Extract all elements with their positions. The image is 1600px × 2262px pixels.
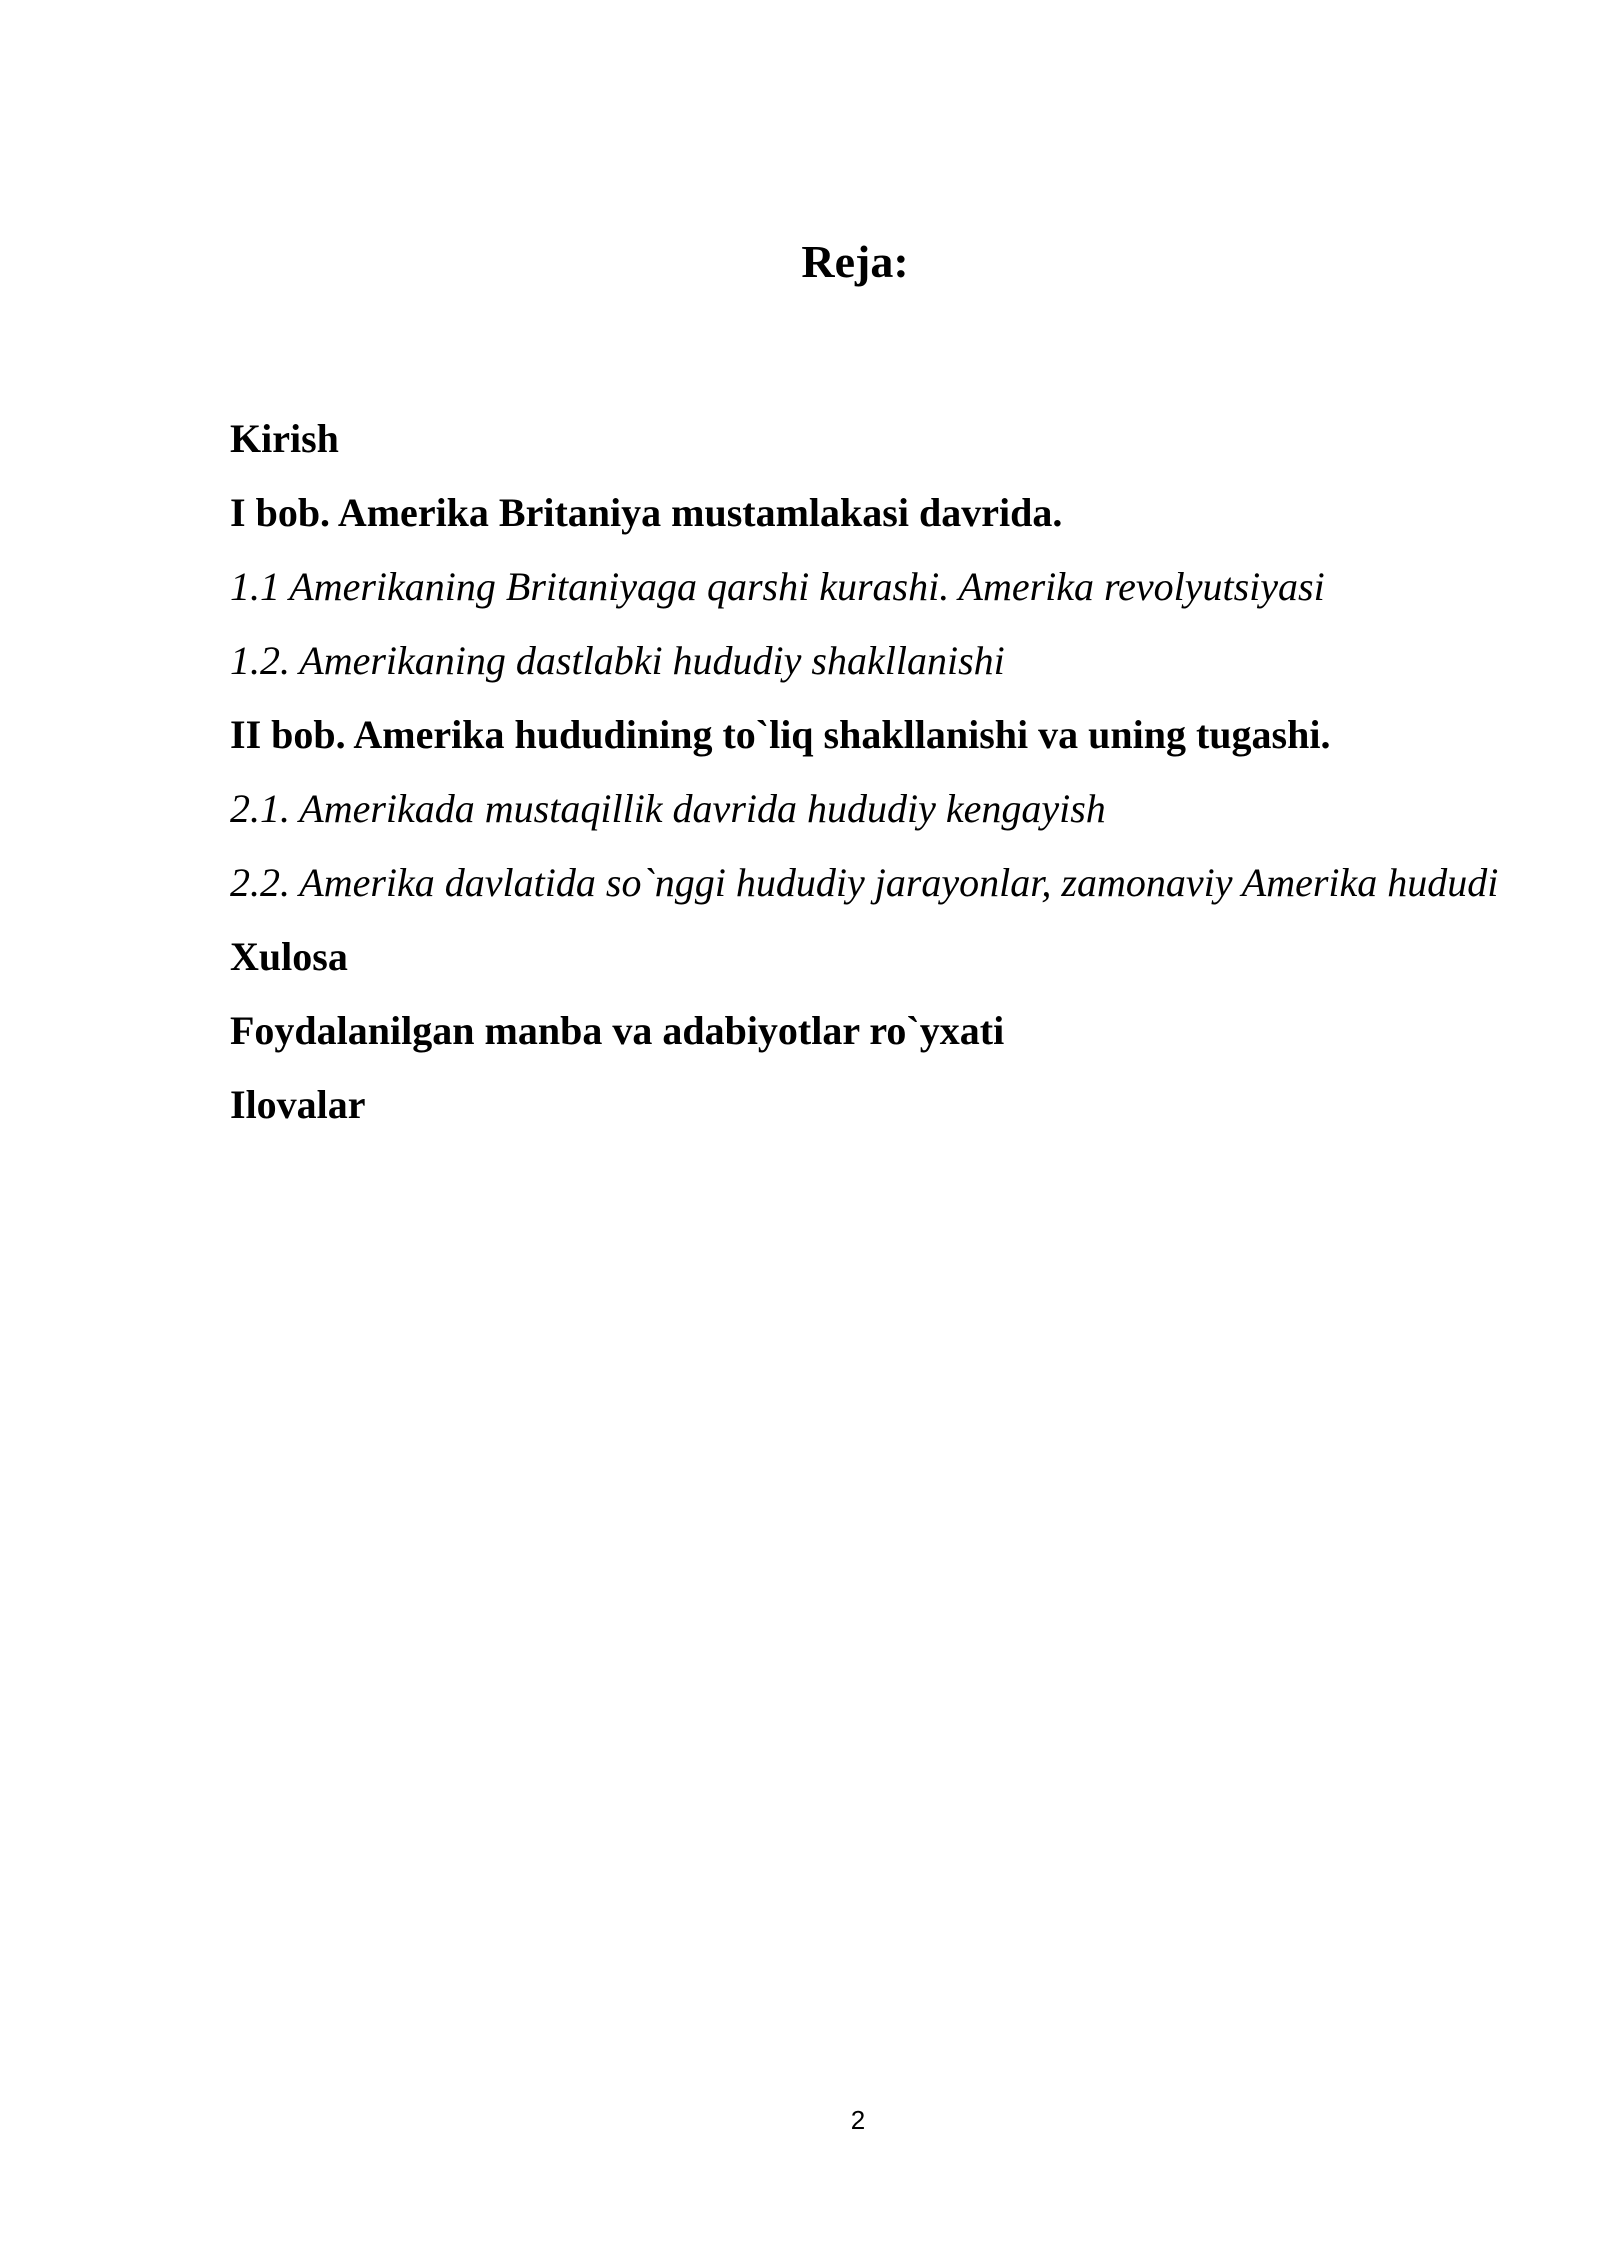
toc-item-introduction: Kirish xyxy=(230,416,339,461)
page-number: 2 xyxy=(850,2105,866,2135)
toc-item-conclusion: Xulosa xyxy=(230,934,348,979)
page-title: Reja: xyxy=(801,236,909,287)
toc-item-references: Foydalanilgan manba va adabiyotlar ro`yxati xyxy=(230,1008,1005,1053)
toc-item-section-1-1: 1.1 Amerikaning Britaniyaga qarshi kurashi. Amerika revolyutsiyasi xyxy=(230,564,1325,609)
toc-item-section-1-2: 1.2. Amerikaning dastlabki hududiy shakllanishi xyxy=(230,638,1005,683)
toc-item-section-2-2: 2.2. Amerika davlatida so`nggi hududiy jarayonlar, zamonaviy Amerika hududi xyxy=(230,860,1499,905)
toc-item-appendices: Ilovalar xyxy=(230,1082,366,1127)
toc-item-section-2-1: 2.1. Amerikada mustaqillik davrida hududiy kengayish xyxy=(230,786,1106,831)
table-of-contents xyxy=(230,402,1530,1142)
toc-item-chapter-2: II bob. Amerika hududining to`liq shakllanishi va uning tugashi. xyxy=(230,712,1331,757)
toc-item-chapter-1: I bob. Amerika Britaniya mustamlakasi davrida. xyxy=(230,490,1063,535)
